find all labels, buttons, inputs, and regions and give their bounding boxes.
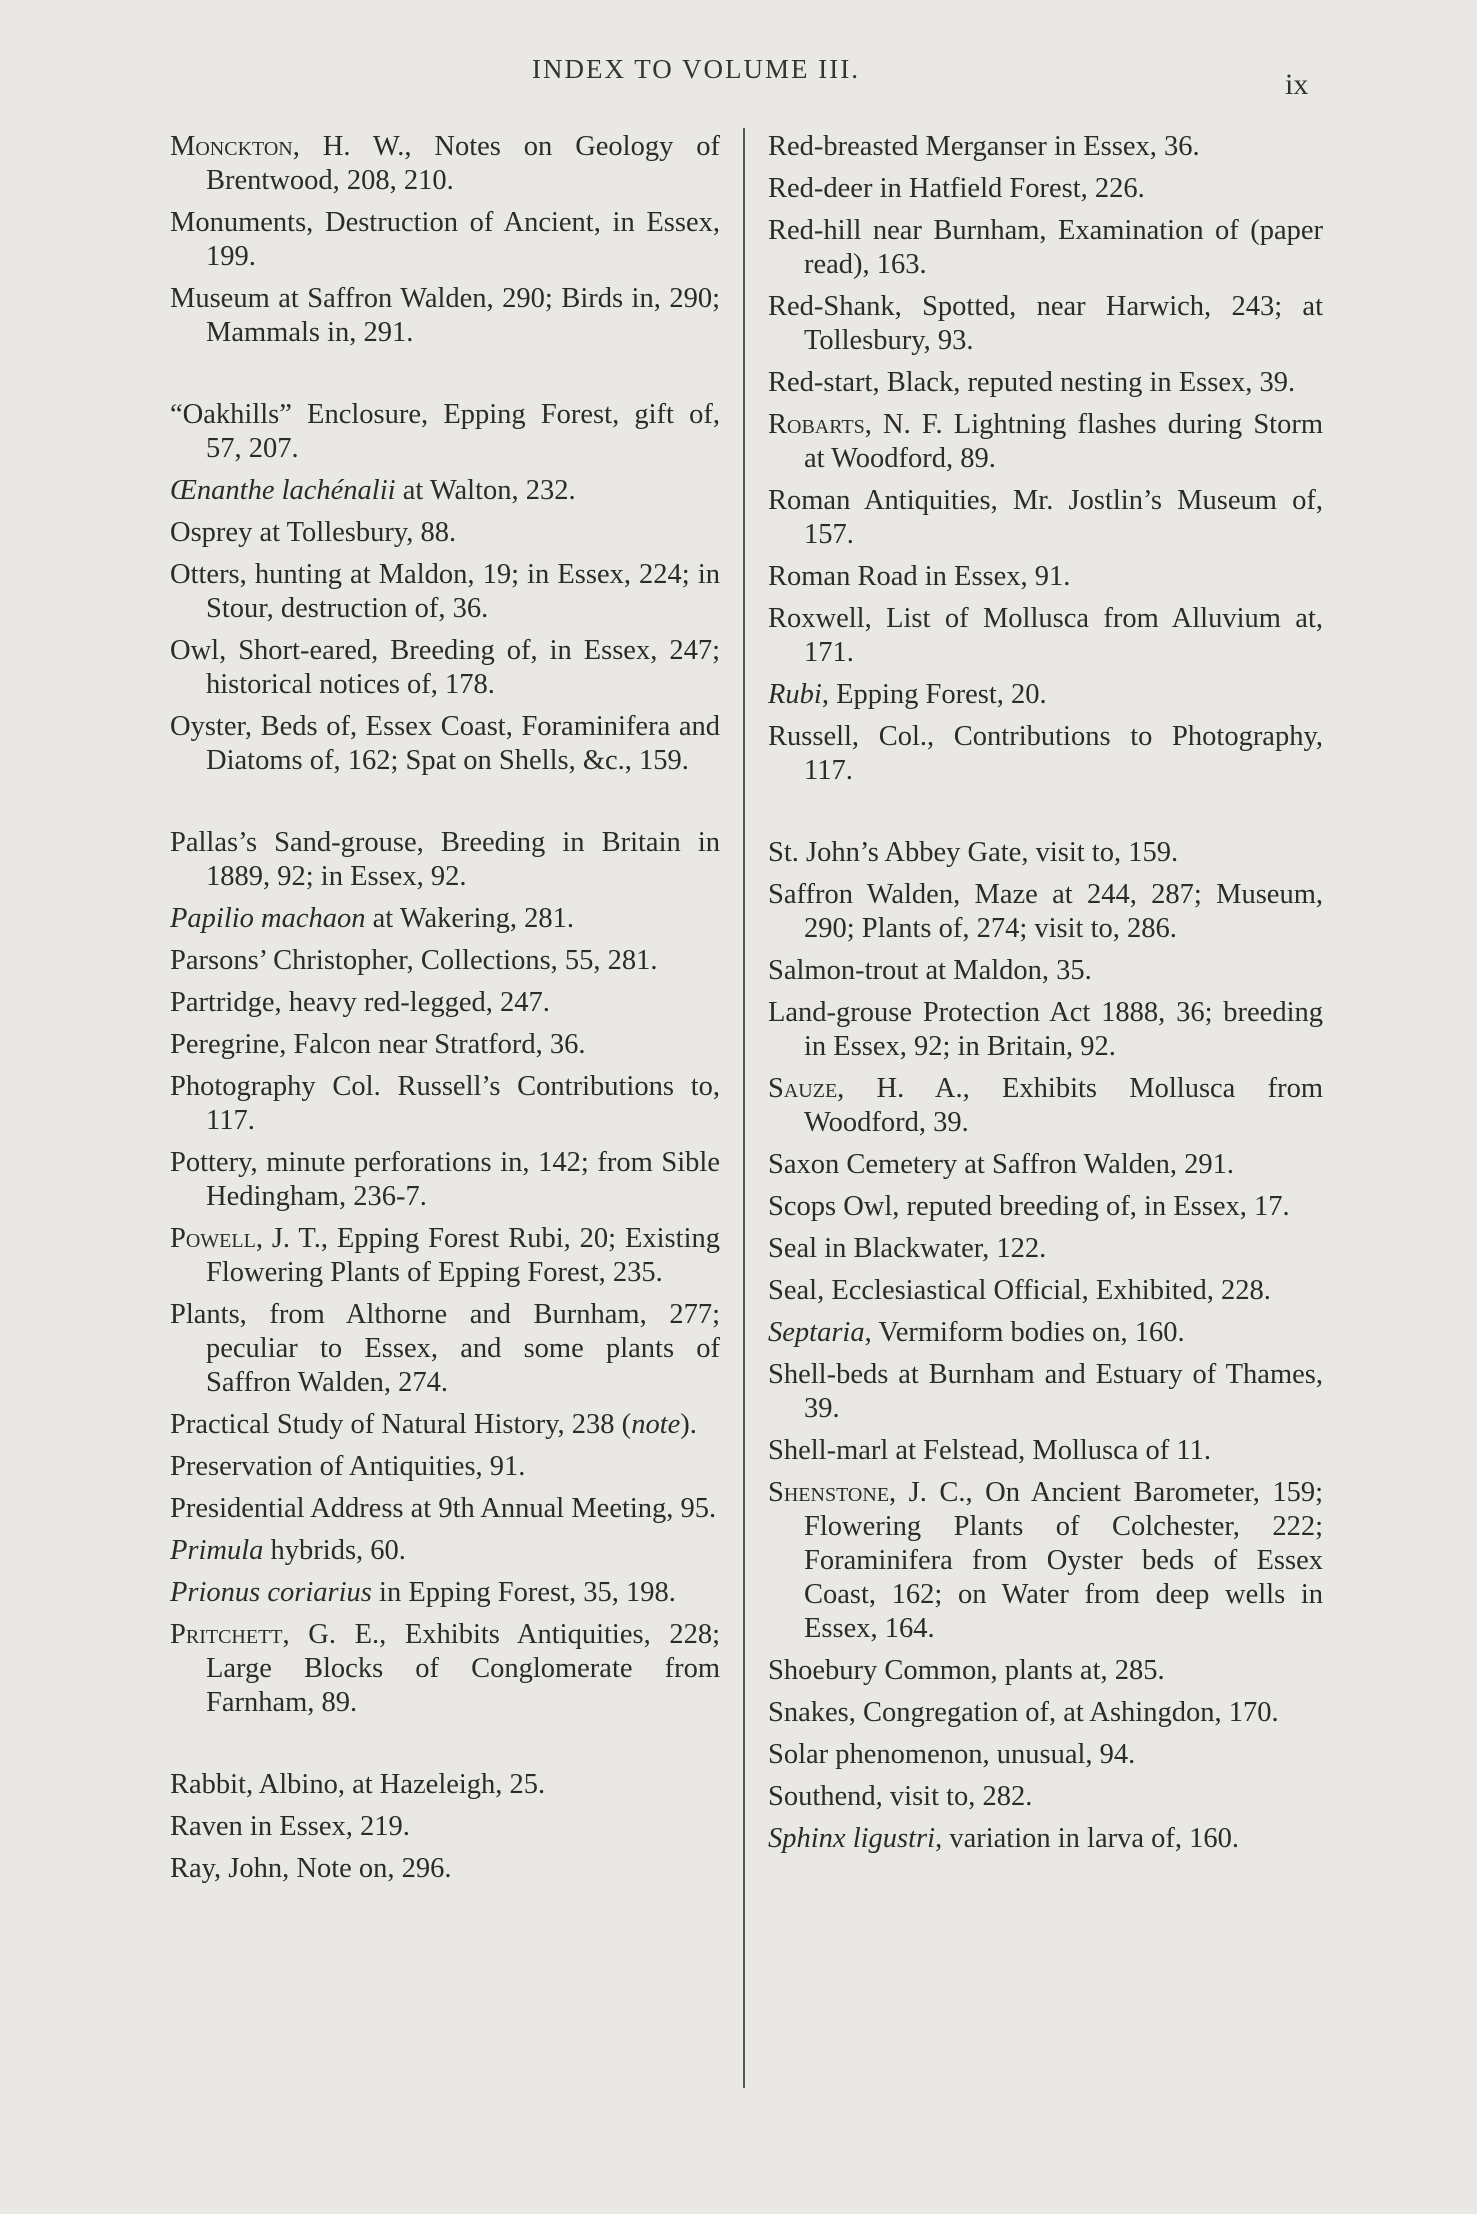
index-entry <box>768 1148 1323 1182</box>
entry-text: Roman Antiquities, Mr. Jostlin’s Museum of, 157. <box>768 485 1323 550</box>
entry-italic-term: Papilio machaon <box>170 903 366 934</box>
entry-text: Presidential Address at 9th Annual Meeting, 95. <box>170 1493 717 1524</box>
entry-text: Owl, Short-eared, Breeding of, in Essex, 247; historical notices of, 178. <box>170 635 720 700</box>
index-entry <box>768 1738 1323 1772</box>
entry-text: Raven in Essex, 219. <box>170 1811 410 1842</box>
index-entry <box>768 366 1323 400</box>
entry-italic-term: Primula <box>170 1535 264 1566</box>
page-number: ix <box>1285 68 1309 101</box>
index-entry <box>768 996 1323 1064</box>
entry-text: Roman Road in Essex, 91. <box>768 561 1071 592</box>
entry-text: Pallas’s Sand-grouse, Breeding in Britain in 1889, 92; in Essex, 92. <box>170 827 720 892</box>
entry-author-name: Sauze <box>768 1073 838 1104</box>
index-entry <box>170 282 720 350</box>
entry-text: Seal in Blackwater, 122. <box>768 1233 1047 1264</box>
index-entry <box>170 1298 720 1400</box>
index-entry <box>768 1190 1323 1224</box>
index-entry <box>170 398 720 466</box>
index-entry <box>170 1576 720 1610</box>
entry-text: at Walton, 232. <box>395 475 576 506</box>
entry-text: hybrids, 60. <box>263 1535 406 1566</box>
index-entry <box>768 1822 1323 1856</box>
index-entry <box>768 1316 1323 1350</box>
column-divider <box>743 128 745 2088</box>
index-entry <box>170 1492 720 1526</box>
entry-text: , J. T., Epping Forest Rubi, 20; Existing Flowering Plants of Epping Forest, 235. <box>206 1223 720 1288</box>
entry-author-name: Powell <box>170 1223 256 1254</box>
entry-text: Shell-beds at Burnham and Estuary of Thames, 39. <box>768 1359 1323 1424</box>
index-entry <box>170 826 720 894</box>
entry-author-name: Monckton <box>170 131 293 162</box>
entry-text: Red-Shank, Spotted, near Harwich, 243; at Tollesbury, 93. <box>768 291 1323 356</box>
index-entry <box>170 474 720 508</box>
index-entry <box>170 206 720 274</box>
index-entry <box>170 634 720 702</box>
index-entry <box>768 1654 1323 1688</box>
entry-text: Salmon-trout at Maldon, 35. <box>768 955 1092 986</box>
entry-author-name: Shenstone <box>768 1477 890 1508</box>
entry-text: Roxwell, List of Mollusca from Alluvium at, 171. <box>768 603 1323 668</box>
entry-text: Saxon Cemetery at Saffron Walden, 291. <box>768 1149 1235 1180</box>
entry-italic-term: Rubi <box>768 679 822 710</box>
entry-text: Seal, Ecclesiastical Official, Exhibited, 228. <box>768 1275 1271 1306</box>
index-entry <box>170 1146 720 1214</box>
index-entry <box>170 1768 720 1802</box>
entry-text: Practical Study of Natural History, 238 ( <box>170 1409 632 1440</box>
index-entry <box>768 602 1323 670</box>
index-entry <box>170 1222 720 1290</box>
entry-text: Solar phenomenon, unusual, 94. <box>768 1739 1136 1770</box>
entry-text: , variation in larva of, 160. <box>935 1823 1239 1854</box>
entry-italic-term: Sphinx ligustri <box>768 1823 936 1854</box>
index-entry <box>170 1852 720 1886</box>
entry-text: Pottery, minute perforations in, 142; from Sible Hedingham, 236-7. <box>170 1147 720 1212</box>
entry-italic-term: Septaria <box>768 1317 865 1348</box>
entry-text: in Epping Forest, 35, 198. <box>371 1577 676 1608</box>
index-entry <box>170 1408 720 1442</box>
entry-text: Red-breasted Merganser in Essex, 36. <box>768 131 1200 162</box>
entry-text: “Oakhills” Enclosure, Epping Forest, gift of, 57, 207. <box>170 399 720 464</box>
index-entry <box>170 1810 720 1844</box>
index-entry <box>170 1028 720 1062</box>
entry-text: Plants, from Althorne and Burnham, 277; peculiar to Essex, and some plants of Saffron Walden, 274. <box>170 1299 720 1398</box>
entry-text: Red-hill near Burnham, Examination of (paper read), 163. <box>768 215 1323 280</box>
entry-author-name: Pritchett <box>170 1619 283 1650</box>
index-entry <box>170 710 720 778</box>
index-entry <box>768 720 1323 788</box>
entry-text: Oyster, Beds of, Essex Coast, Foraminifera and Diatoms of, 162; Spat on Shells, &c., 159. <box>170 711 720 776</box>
index-entry <box>768 1696 1323 1730</box>
entry-text: Partridge, heavy red-legged, 247. <box>170 987 550 1018</box>
index-entry <box>768 130 1323 164</box>
index-entry <box>170 516 720 550</box>
entry-text: Red-start, Black, reputed nesting in Essex, 39. <box>768 367 1296 398</box>
entry-text: Monuments, Destruction of Ancient, in Essex, 199. <box>170 207 720 272</box>
index-entry <box>170 1534 720 1568</box>
entry-text: Rabbit, Albino, at Hazeleigh, 25. <box>170 1769 546 1800</box>
index-entry <box>768 1780 1323 1814</box>
index-entry <box>768 954 1323 988</box>
entry-text: Southend, visit to, 282. <box>768 1781 1033 1812</box>
entry-text: Parsons’ Christopher, Collections, 55, 281. <box>170 945 658 976</box>
entry-text: , Vermiform bodies on, 160. <box>864 1317 1185 1348</box>
entry-text: St. John’s Abbey Gate, visit to, 159. <box>768 837 1179 868</box>
entry-text: Otters, hunting at Maldon, 19; in Essex, 224; in Stour, destruction of, 36. <box>170 559 720 624</box>
entry-text: Russell, Col., Contributions to Photography, 117. <box>768 721 1323 786</box>
index-entry <box>768 1358 1323 1426</box>
entry-italic-term: Œnanthe lachénalii <box>170 475 396 506</box>
entry-text: at Wakering, 281. <box>365 903 575 934</box>
entry-text: Shell-marl at Felstead, Mollusca of 11. <box>768 1435 1211 1466</box>
index-entry <box>768 484 1323 552</box>
entry-text: Red-deer in Hatfield Forest, 226. <box>768 173 1145 204</box>
index-entry <box>768 408 1323 476</box>
entry-text: Preservation of Antiquities, 91. <box>170 1451 526 1482</box>
entry-author-name: Robarts <box>768 409 865 440</box>
entry-text: ). <box>680 1409 697 1440</box>
index-entry <box>170 1070 720 1138</box>
index-entry <box>170 902 720 936</box>
entry-text: Museum at Saffron Walden, 290; Birds in, 290; Mammals in, 291. <box>170 283 720 348</box>
running-title: INDEX TO VOLUME III. <box>532 54 860 84</box>
index-entry <box>768 290 1323 358</box>
index-entry <box>170 1450 720 1484</box>
entry-text: Land-grouse Protection Act 1888, 36; breeding in Essex, 92; in Britain, 92. <box>768 997 1323 1062</box>
index-entry <box>768 678 1323 712</box>
entry-text: , N. F. Lightning flashes during Storm at Woodford, 89. <box>804 409 1323 474</box>
index-entry <box>170 558 720 626</box>
index-entry <box>170 1618 720 1720</box>
entry-text: Snakes, Congregation of, at Ashingdon, 170. <box>768 1697 1279 1728</box>
index-entry <box>170 986 720 1020</box>
page-header <box>0 54 1477 104</box>
index-entry <box>768 1476 1323 1646</box>
entry-text: Ray, John, Note on, 296. <box>170 1853 452 1884</box>
entry-text: , H. A., Exhibits Mollusca from Woodford, 39. <box>804 1073 1323 1138</box>
entry-text: , Epping Forest, 20. <box>821 679 1047 710</box>
index-entry <box>768 560 1323 594</box>
entry-text: , G. E., Exhibits Antiquities, 228; Large Blocks of Conglomerate from Farnham, 89. <box>206 1619 720 1718</box>
entry-text: Saffron Walden, Maze at 244, 287; Museum, 290; Plants of, 274; visit to, 286. <box>768 879 1323 944</box>
index-entry <box>768 1232 1323 1266</box>
entry-text: , J. C., On Ancient Barometer, 159; Flowering Plants of Colchester, 222; Foraminifera from Oyster beds of Essex Coast, 162; on Water from deep wells in Essex, 164. <box>804 1477 1323 1644</box>
index-column-left <box>170 130 720 1894</box>
entry-text: Photography Col. Russell’s Contributions to, 117. <box>170 1071 720 1136</box>
index-entry <box>768 172 1323 206</box>
index-column-right <box>768 130 1323 1864</box>
entry-text: Scops Owl, reputed breeding of, in Essex, 17. <box>768 1191 1290 1222</box>
entry-text: Shoebury Common, plants at, 285. <box>768 1655 1165 1686</box>
index-entry <box>768 1434 1323 1468</box>
entry-text: Peregrine, Falcon near Stratford, 36. <box>170 1029 586 1060</box>
index-entry <box>170 944 720 978</box>
index-entry <box>170 130 720 198</box>
index-entry <box>768 214 1323 282</box>
entry-text: Osprey at Tollesbury, 88. <box>170 517 457 548</box>
entry-text: , H. W., Notes on Geology of Brentwood, 208, 210. <box>206 131 720 196</box>
entry-italic-term: note <box>631 1409 681 1440</box>
index-entry <box>768 836 1323 870</box>
entry-italic-term: Prionus coriarius <box>170 1577 372 1608</box>
index-entry <box>768 878 1323 946</box>
index-entry <box>768 1274 1323 1308</box>
index-entry <box>768 1072 1323 1140</box>
